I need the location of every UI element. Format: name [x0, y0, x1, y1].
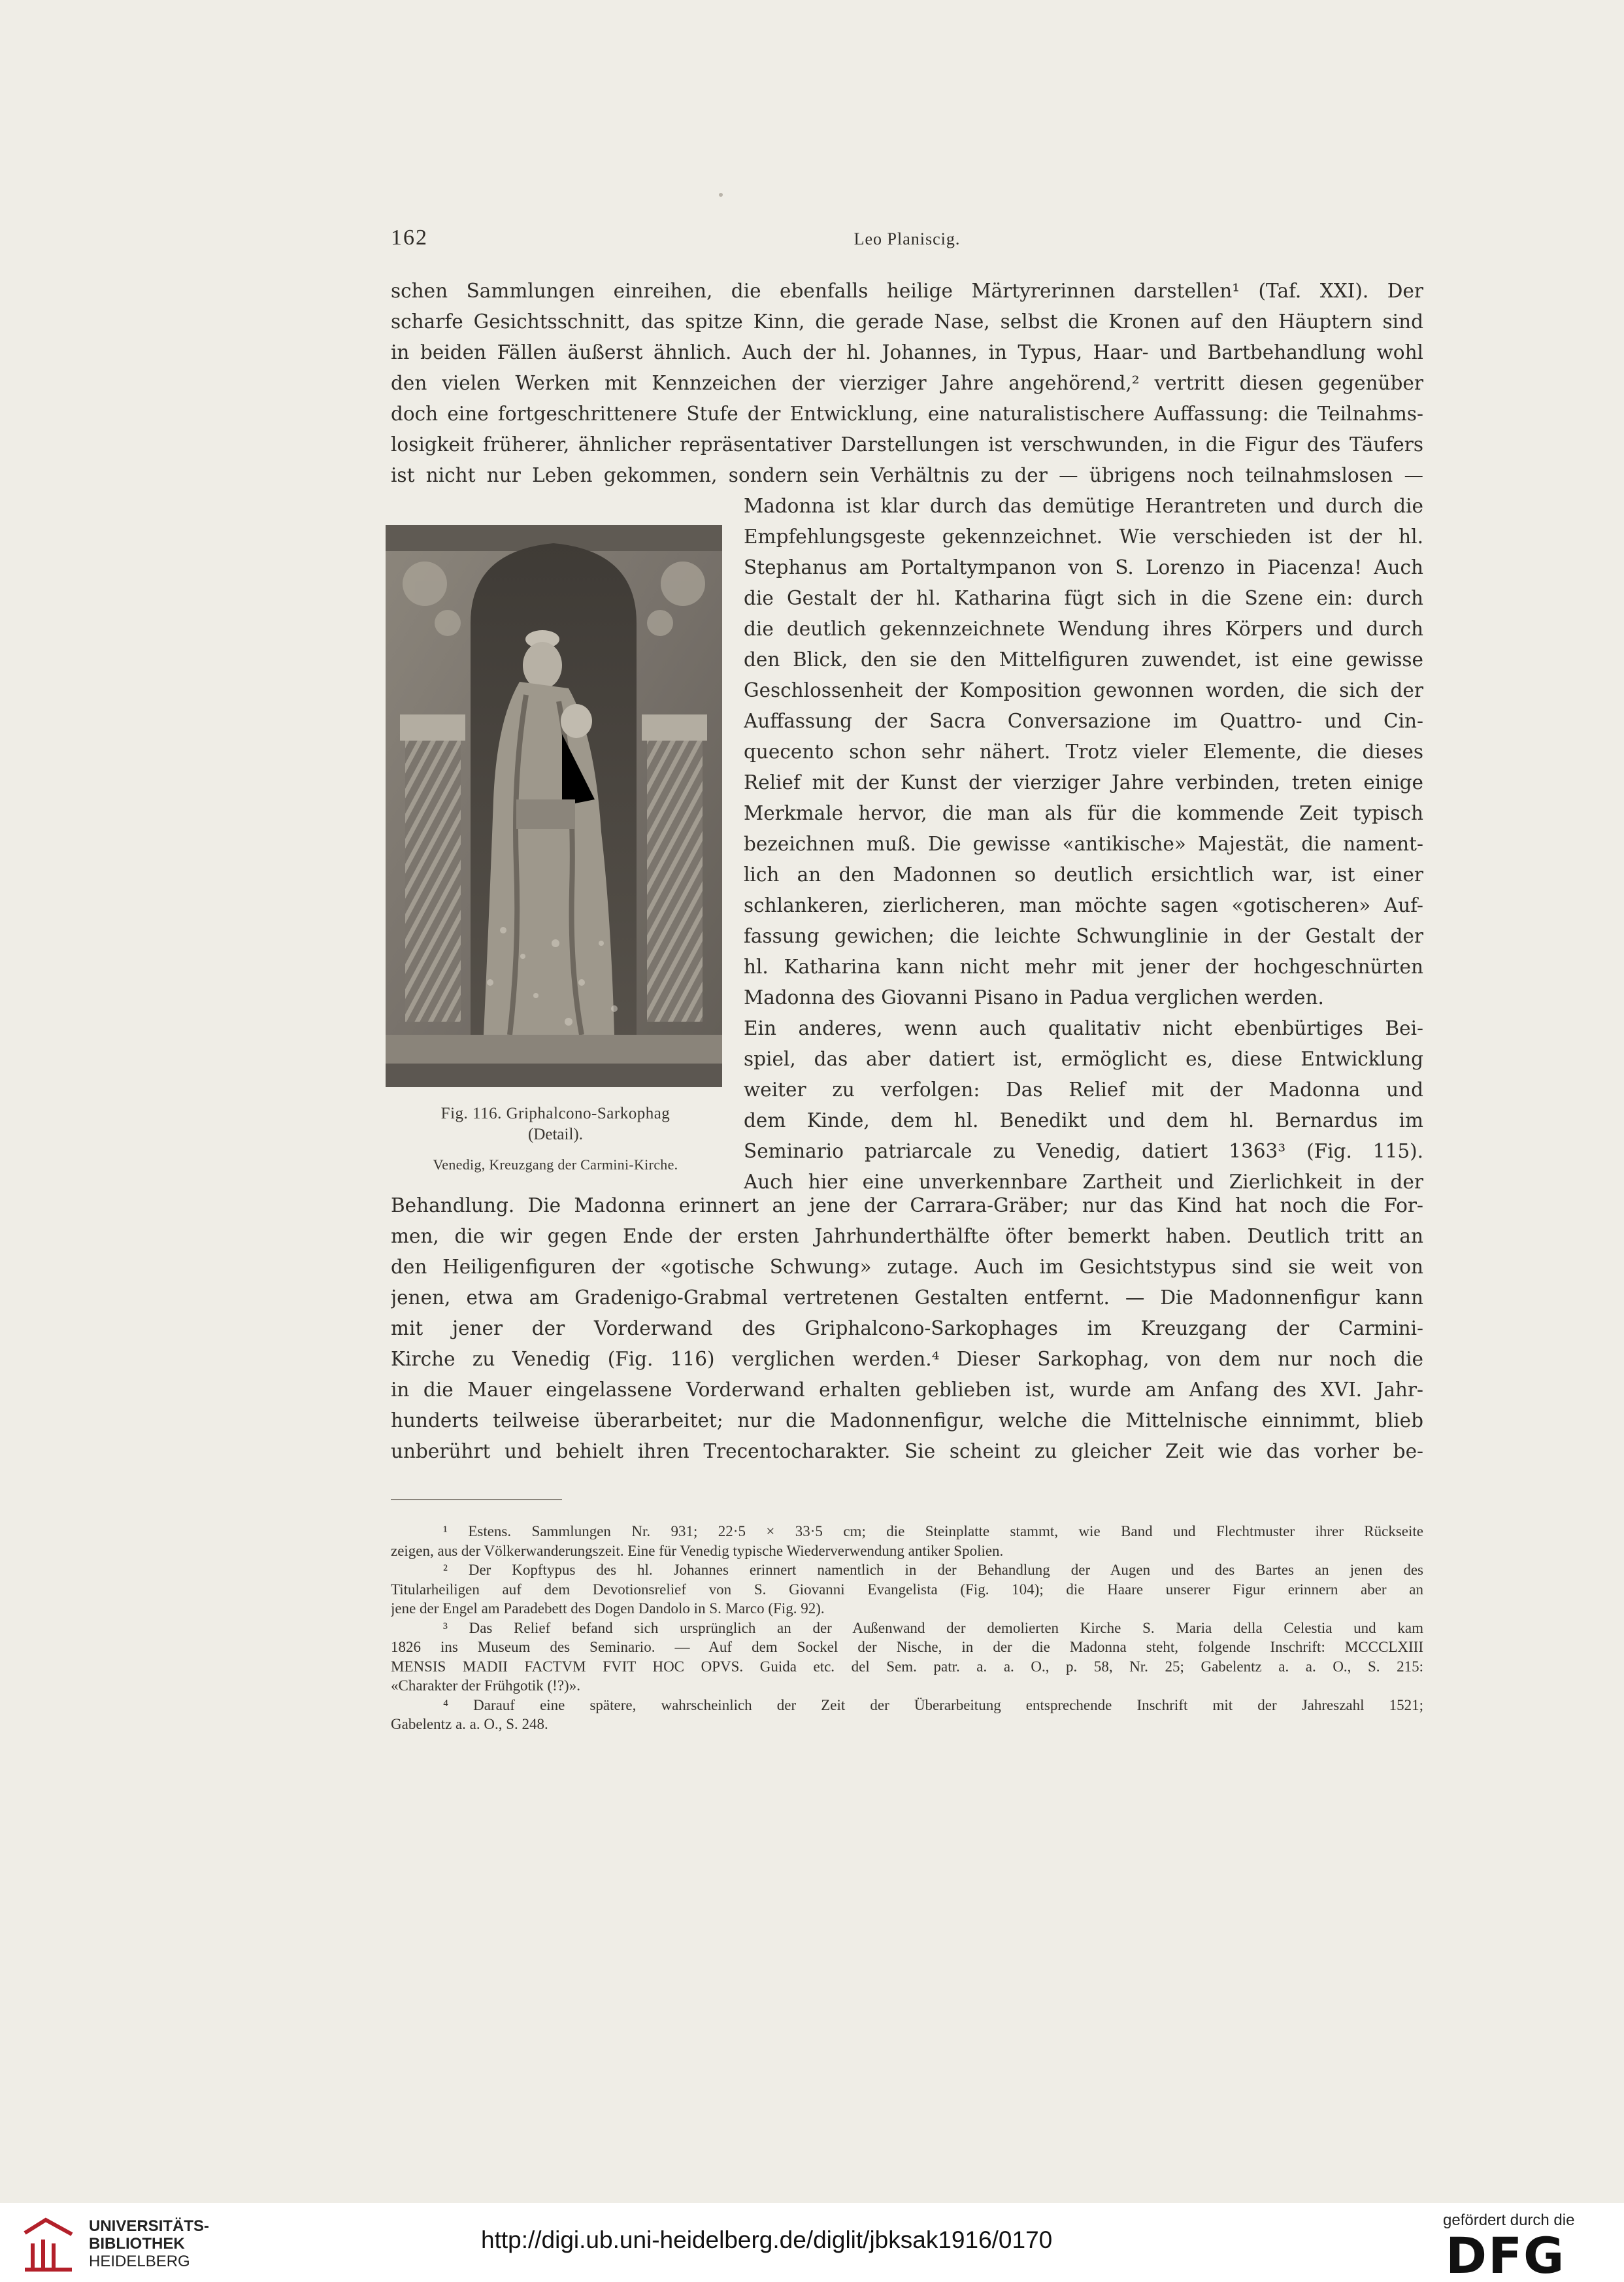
footnote-2: [391, 1560, 1423, 1619]
text-line: losigkeit früherer, ähnlicher repräsentativer Darstellungen ist verschwunden, in die Figur des Täufers: [391, 433, 1423, 456]
text-line: bezeichnen muß. Die gewisse «antikische» Majestät, die nament-: [744, 833, 1423, 855]
text-line: hunderts teilweise überarbeitet; nur die Madonnenfigur, welche die Mittelnische einnimmt, blieb: [391, 1409, 1423, 1432]
relief-photograph: [386, 525, 722, 1087]
text-line: Auffassung der Sacra Conversazione im Quattro- und Cin-: [744, 710, 1423, 732]
text-line: schlankeren, zierlicheren, man möchte sagen «gotischeren» Auf-: [744, 894, 1423, 916]
text-line: schen Sammlungen einreihen, die ebenfalls heilige Märtyrerinnen darstellen¹ (Taf. XXI). Der: [391, 280, 1423, 302]
speck: [719, 193, 723, 197]
footnote-line: zeigen, aus der Völkerwanderungszeit. Eine für Venedig typische Wiederverwendung antiker Spolien.: [391, 1542, 1004, 1559]
footnote-1: [391, 1522, 1423, 1560]
text-line: Empfehlungsgeste gekennzeichnet. Wie verschieden ist der hl.: [744, 526, 1423, 548]
text-line: Relief mit der Kunst der vierziger Jahre verbinden, treten einige: [744, 771, 1423, 794]
footnote-line: jene der Engel am Paradebett des Dogen Dandolo in S. Marco (Fig. 92).: [391, 1600, 825, 1617]
text-line: lich an den Madonnen so deutlich ersichtlich war, ist einer: [744, 864, 1423, 886]
footnote-line: MENSIS MADII FACTVM FVIT HOC OPVS. Guida etc. del Sem. patr. a. a. O., p. 58, Nr. 25; Gabelentz a. a. O., S. 215:: [391, 1658, 1423, 1675]
text-line: unberührt und behielt ihren Trecentocharakter. Sie scheint zu gleicher Zeit wie das vorher be-: [391, 1440, 1423, 1462]
text-line: Ein anderes, wenn auch qualitativ nicht ebenbürtiges Bei-: [744, 1017, 1423, 1039]
text-line: Seminario patriarcale zu Venedig, datiert 1363³ (Fig. 115).: [744, 1140, 1423, 1162]
footnote-line: Titularheiligen auf dem Devotionsrelief von S. Giovanni Evangelista (Fig. 104); die Haare unserer Figur erinnern aber an: [391, 1581, 1423, 1598]
footnote-line: ³ Das Relief befand sich ursprünglich an der Außenwand der demolierten Kirche S. Maria della Celestia und kam: [443, 1619, 1423, 1636]
text-line: Geschlossenheit der Komposition gewonnen worden, die sich der: [744, 679, 1423, 701]
figure-caption: [366, 1103, 745, 1175]
body-text-right-column: [744, 491, 1423, 1198]
text-line: ist nicht nur Leben gekommen, sondern sein Verhältnis zu der — übrigens noch teilnahmslosen —: [391, 464, 1423, 486]
university-library-logo-icon: [20, 2213, 77, 2274]
text-line: Kirche zu Venedig (Fig. 116) verglichen werden.⁴ Dieser Sarkophag, von dem nur noch die: [391, 1348, 1423, 1370]
text-line: spiel, das aber datiert ist, ermöglicht es, diese Entwicklung: [744, 1048, 1423, 1070]
caption-title: Fig. 116. Griphalcono-Sarkophag: [440, 1105, 671, 1122]
caption-location: Venedig, Kreuzgang der Carmini-Kirche.: [433, 1156, 678, 1173]
text-line: weiter zu verfolgen: Das Relief mit der Madonna und: [744, 1079, 1423, 1101]
text-line: fassung gewichen; die leichte Schwunglinie in der Gestalt der: [744, 925, 1423, 947]
body-text-top: [391, 276, 1423, 491]
text-line: doch eine fortgeschrittenere Stufe der Entwicklung, eine naturalistischere Auffassung: die Teilnahms-: [391, 403, 1423, 425]
text-line: quecento schon sehr nähert. Trotz vieler Elemente, die dieses: [744, 741, 1423, 763]
text-line: jenen, etwa am Gradenigo-Grabmal vertretenen Gestalten entfernt. — Die Madonnenfigur kann: [391, 1286, 1423, 1309]
text-line: Merkmale hervor, die man als für die kommende Zeit typisch: [744, 802, 1423, 824]
text-line: in beiden Fällen äußerst ähnlich. Auch der hl. Johannes, in Typus, Haar- und Bartbehandlung wohl: [391, 341, 1423, 363]
footnote-line: «Charakter der Frühgotik (!?)».: [391, 1677, 580, 1694]
text-line: hl. Katharina kann nicht mehr mit jener der hochgeschnürten: [744, 956, 1423, 978]
body-text-bottom: [391, 1190, 1423, 1467]
figure-griphalcono-relief: [386, 525, 722, 1087]
dfg-logo: DFG: [1446, 2226, 1566, 2282]
footnote-line: ¹ Estens. Sammlungen Nr. 931; 22·5 × 33·5 cm; die Steinplatte stammt, wie Band und Flechtmuster ihrer Rückseite: [443, 1523, 1423, 1539]
text-line: Stephanus am Portaltympanon von S. Lorenzo in Piacenza! Auch: [744, 556, 1423, 579]
footnote-line: ² Der Kopftypus des hl. Johannes erinnert namentlich in der Behandlung der Augen und des Bartes an jenen des: [443, 1562, 1423, 1578]
text-line: dem Kinde, dem hl. Benedikt und dem hl. Bernardus im: [744, 1109, 1423, 1132]
library-name: [89, 2217, 209, 2270]
text-line: Behandlung. Die Madonna erinnert an jene der Carrara-Gräber; nur das Kind hat noch die For-: [391, 1194, 1423, 1217]
footnote-line: Gabelentz a. a. O., S. 248.: [391, 1716, 548, 1732]
text-line: den Blick, den sie den Mittelfiguren zuwendet, ist eine gewisse: [744, 648, 1423, 671]
library-name-line1: UNIVERSITÄTS-: [89, 2217, 210, 2235]
text-line: Madonna ist klar durch das demütige Herantreten und durch die: [744, 495, 1423, 517]
text-line: die deutlich gekennzeichnete Wendung ihres Körpers und durch: [744, 618, 1423, 640]
text-line: in die Mauer eingelassene Vorderwand erhalten geblieben ist, wurde am Anfang des XVI. Jahr-: [391, 1379, 1423, 1401]
text-line: den vielen Werken mit Kennzeichen der vierziger Jahre angehörend,² vertritt diesen gegenüber: [391, 372, 1423, 394]
text-line: den Heiligenfiguren der «gotische Schwung» zutage. Auch im Gesichtstypus sind sie weit von: [391, 1256, 1423, 1278]
text-line: Auch hier eine unverkennbare Zartheit und Zierlichkeit in der: [744, 1171, 1423, 1193]
caption-detail: (Detail).: [528, 1126, 583, 1143]
footnotes: [391, 1522, 1423, 1734]
running-head-author: Leo Planiscig.: [853, 229, 961, 248]
permalink-url[interactable]: http://digi.ub.uni-heidelberg.de/diglit/jbksak1916/0170: [481, 2226, 1053, 2253]
library-name-line3: HEIDELBERG: [89, 2253, 190, 2270]
text-line: scharfe Gesichtsschnitt, das spitze Kinn, die gerade Nase, selbst die Kronen auf den Häuptern sind: [391, 310, 1423, 333]
text-line: Madonna des Giovanni Pisano in Padua verglichen werden.: [744, 986, 1324, 1009]
footnote-line: 1826 ins Museum des Seminario. — Auf dem Sockel der Nische, in der die Madonna steht, folgende Inschrift: MCCCLXIII: [391, 1639, 1423, 1655]
page-number: 162: [391, 226, 428, 250]
footnote-line: ⁴ Darauf eine spätere, wahrscheinlich der Zeit der Überarbeitung entsprechende Inschrift mit der Jahreszahl 1521;: [443, 1696, 1423, 1713]
footnote-3: [391, 1619, 1423, 1696]
footnote-rule: [391, 1499, 562, 1500]
text-line: die Gestalt der hl. Katharina fügt sich in die Szene ein: durch: [744, 587, 1423, 609]
footnote-4: [391, 1696, 1423, 1734]
text-line: mit jener der Vorderwand des Griphalcono-Sarkophages im Kreuzgang der Carmini-: [391, 1317, 1423, 1339]
running-head: [391, 226, 1423, 258]
library-name-line2: BIBLIOTHEK: [89, 2235, 185, 2253]
funding-note: gefördert durch die: [1443, 2211, 1575, 2229]
text-line: men, die wir gegen Ende der ersten Jahrhunderthälfte öfter bemerkt haben. Deutlich tritt an: [391, 1225, 1423, 1247]
